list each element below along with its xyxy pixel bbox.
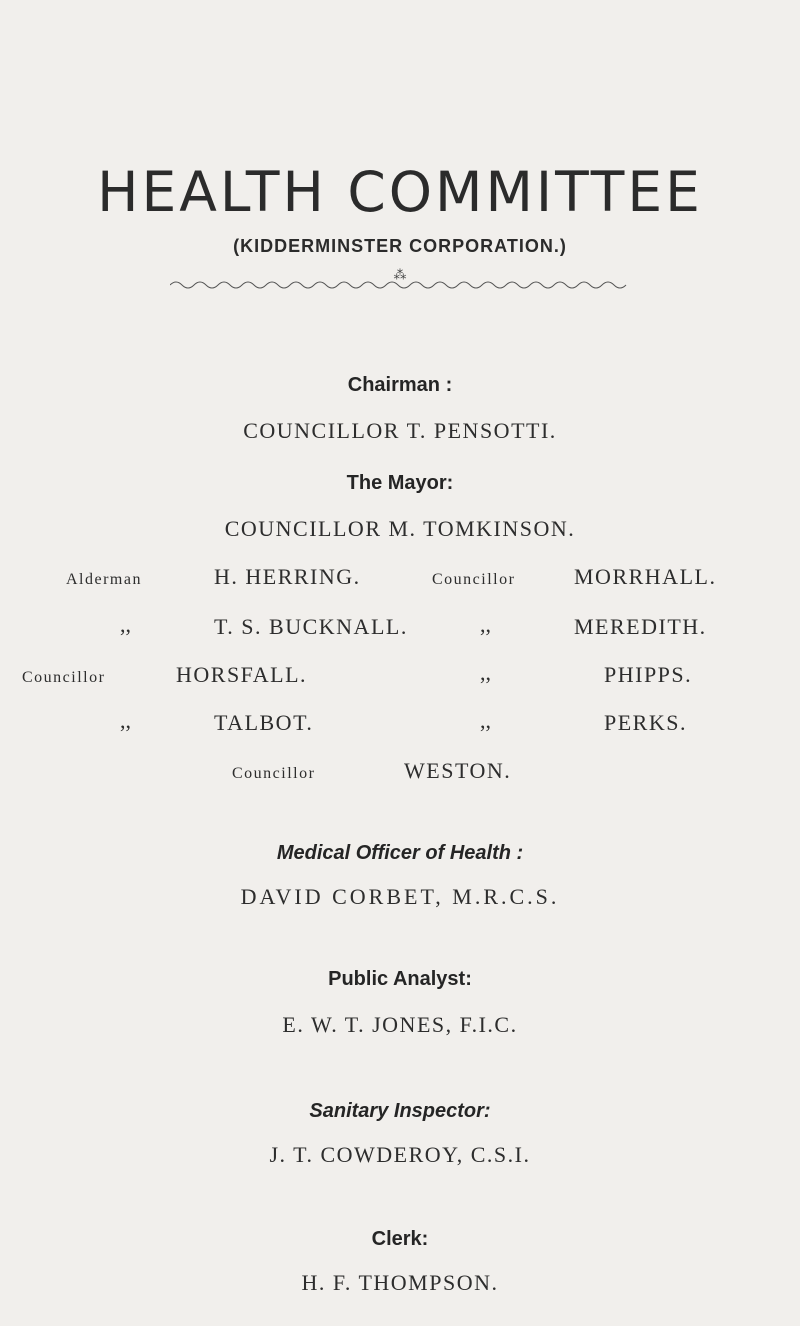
member-title: Councillor [22, 669, 106, 686]
asterism-ornament: ⁂ [393, 268, 407, 283]
ditto-mark: ,, [480, 612, 491, 637]
public-analyst-name: E. W. T. JONES, F.I.C. [282, 1012, 518, 1037]
clerk-name: H. F. THOMPSON. [301, 1270, 499, 1295]
public-analyst-label: Public Analyst: [328, 968, 472, 990]
member-name: WESTON. [404, 758, 512, 783]
member-title: Alderman [66, 571, 142, 588]
ditto-mark: ,, [120, 612, 131, 637]
wavy-divider [170, 278, 630, 292]
member-title: Councillor [232, 765, 316, 782]
sanitary-inspector-name: J. T. COWDEROY, C.S.I. [269, 1142, 531, 1167]
member-name: MEREDITH. [574, 614, 707, 639]
member-name: HORSFALL. [176, 662, 308, 687]
sanitary-inspector-label: Sanitary Inspector: [309, 1100, 491, 1122]
page-subtitle: (KIDDERMINSTER CORPORATION.) [233, 236, 567, 256]
ditto-mark: ,, [120, 708, 131, 733]
clerk-label: Clerk: [371, 1228, 429, 1250]
member-name: T. S. BUCKNALL. [214, 614, 408, 639]
chairman-name: COUNCILLOR T. PENSOTTI. [243, 418, 557, 443]
ditto-mark: ,, [480, 708, 491, 733]
mayor-label: The Mayor: [346, 472, 454, 494]
member-title: Councillor [432, 571, 516, 588]
member-name: TALBOT. [214, 710, 314, 735]
member-name: PERKS. [604, 710, 687, 735]
member-name: MORRHALL. [574, 564, 717, 589]
chairman-label: Chairman : [347, 374, 453, 396]
mayor-name: COUNCILLOR M. TOMKINSON. [224, 516, 576, 541]
page-title: HEALTH COMMITTEE [97, 160, 703, 224]
medical-officer-name: DAVID CORBET, M.R.C.S. [240, 884, 560, 909]
member-name: H. HERRING. [214, 564, 361, 589]
ditto-mark: ,, [480, 660, 491, 685]
member-name: PHIPPS. [604, 662, 693, 687]
medical-officer-label: Medical Officer of Health : [276, 842, 524, 864]
